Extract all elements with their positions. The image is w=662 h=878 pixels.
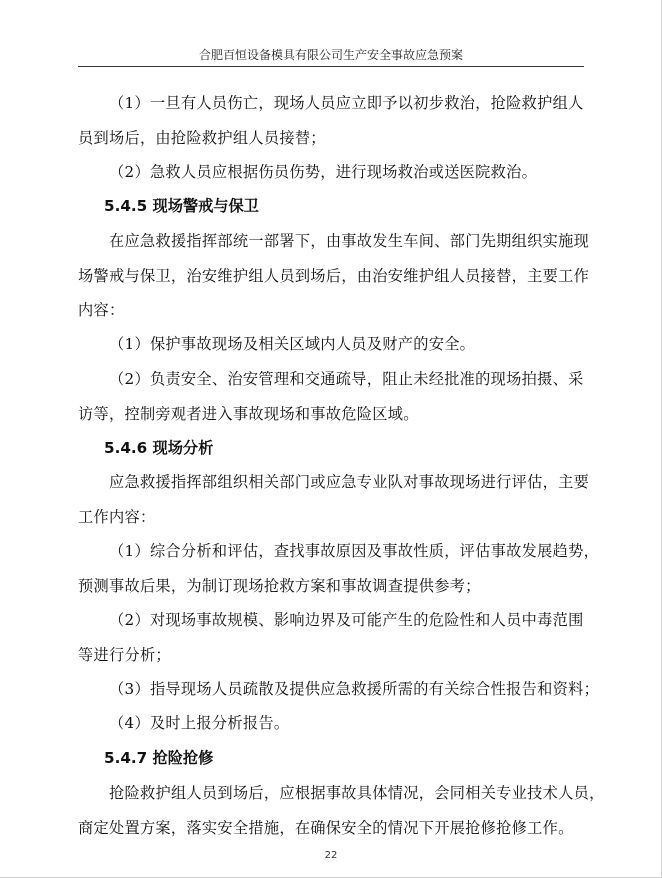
text-line: （2）急救人员应根据伤员伤势，进行现场救治或送医院救治。 <box>109 163 538 181</box>
running-header: 合肥百恒设备模具有限公司生产安全事故应急预案 <box>198 48 463 62</box>
text-line: 应急救援指挥部组织相关部门或应急专业队对事故现场进行评估，主要 <box>109 473 590 491</box>
text-line: 等进行分析； <box>78 645 171 664</box>
paragraph-cordon-2 <box>78 362 586 431</box>
text-line: 访等，控制旁观者进入事故现场和事故危险区域。 <box>78 404 419 423</box>
paragraph-cordon-1 <box>78 327 586 362</box>
paragraph-analysis-1 <box>78 534 600 603</box>
paragraph-analysis-intro <box>78 465 590 534</box>
text-line: 场警戒与保卫，治安维护组人员到场后，由治安维护组人员接替，主要工作 <box>78 266 590 285</box>
text-line: 工作内容： <box>78 507 156 526</box>
section-heading-5-4-5: 5.4.5 现场警戒与保卫 <box>104 197 259 215</box>
paragraph-first-aid-1 <box>78 86 586 155</box>
paragraph-cordon-intro <box>78 224 590 328</box>
text-line: （2）负责安全、治安管理和交通疏导，阻止未经批准的现场拍摄、采 <box>109 370 584 388</box>
text-line: 员到场后，由抢险救护组人员接替； <box>78 128 326 147</box>
paragraph-analysis-2 <box>78 603 586 672</box>
text-line: （4）及时上报分析报告。 <box>109 714 290 732</box>
paragraph-analysis-4 <box>78 706 586 741</box>
text-line: （3）指导现场人员疏散及提供应急救援所需的有关综合性报告和资料； <box>109 680 600 698</box>
text-line: 抢险救护组人员到场后，应根据事故具体情况，会同相关专业技术人员， <box>109 784 605 802</box>
text-line: （2）对现场事故规模、影响边界及可能产生的危险性和人员中毒范围 <box>109 611 584 629</box>
text-line: 预测事故后果，为制订现场抢救方案和事故调查提供参考； <box>78 576 481 595</box>
page-number: 22 <box>324 850 338 861</box>
text-line: （1）保护事故现场及相关区域内人员及财产的安全。 <box>109 335 476 353</box>
text-line: 内容： <box>78 301 125 319</box>
paragraph-analysis-3 <box>78 672 600 707</box>
text-line: （1）综合分析和评估，查找事故原因及事故性质，评估事故发展趋势， <box>109 542 600 560</box>
text-line: 商定处置方案，落实安全措施，在确保安全的情况下开展抢修抢修工作。 <box>78 818 574 837</box>
paragraph-repair <box>78 776 605 845</box>
section-heading-5-4-6: 5.4.6 现场分析 <box>104 439 214 457</box>
text-line: （1）一旦有人员伤亡，现场人员应立即予以初步救治，抢险救护组人 <box>109 94 584 112</box>
header-rule <box>78 66 584 67</box>
paragraph-first-aid-2 <box>78 155 586 190</box>
text-line: 在应急救援指挥部统一部署下，由事故发生车间、部门先期组织实施现 <box>109 232 590 250</box>
section-heading-5-4-7: 5.4.7 抢险抢修 <box>104 749 214 767</box>
